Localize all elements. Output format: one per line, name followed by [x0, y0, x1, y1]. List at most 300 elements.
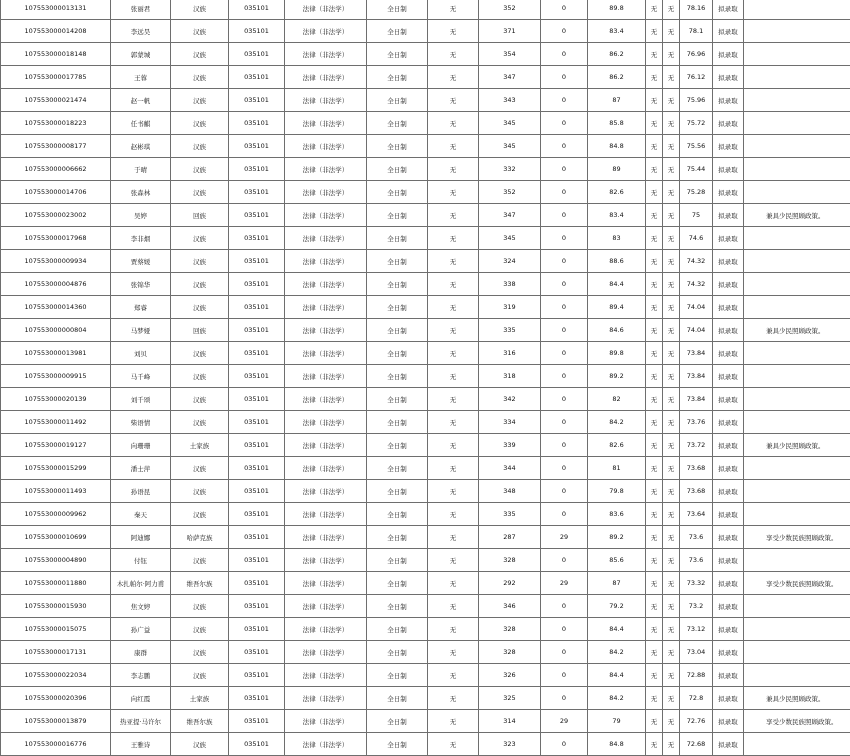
- cell-major-code: 035101: [229, 0, 285, 20]
- cell-exam-id: 107553000022034: [1, 664, 111, 687]
- cell-initial-score: 287: [479, 526, 541, 549]
- cell-bonus-points: 0: [541, 20, 588, 43]
- cell-admission-status: 拟录取: [713, 411, 744, 434]
- table-row: [1, 112, 850, 135]
- cell-initial-score: 344: [479, 457, 541, 480]
- cell-bonus-b: 无: [663, 135, 680, 158]
- cell-bonus-points: 0: [541, 595, 588, 618]
- cell-bonus-flag: 无: [428, 641, 479, 664]
- cell-remark: [744, 457, 850, 480]
- cell-bonus-flag: 无: [428, 595, 479, 618]
- table-row: [1, 388, 850, 411]
- cell-bonus-flag: 无: [428, 204, 479, 227]
- table-row: [1, 296, 850, 319]
- cell-retest-score: 84.4: [588, 664, 646, 687]
- cell-bonus-points: 0: [541, 733, 588, 756]
- cell-bonus-b: 无: [663, 43, 680, 66]
- cell-major-name: 法律（非法学）: [285, 204, 367, 227]
- cell-admission-status: 拟录取: [713, 664, 744, 687]
- cell-bonus-points: 0: [541, 135, 588, 158]
- cell-ethnicity: 汉族: [171, 342, 229, 365]
- cell-bonus-flag: 无: [428, 526, 479, 549]
- cell-study-mode: 全日制: [367, 89, 428, 112]
- cell-remark: [744, 135, 850, 158]
- cell-bonus-points: 0: [541, 273, 588, 296]
- cell-name: 于晴: [111, 158, 171, 181]
- cell-study-mode: 全日制: [367, 641, 428, 664]
- cell-exam-id: 107553000011493: [1, 480, 111, 503]
- table-row: [1, 365, 850, 388]
- cell-major-name: 法律（非法学）: [285, 664, 367, 687]
- cell-admission-status: 拟录取: [713, 595, 744, 618]
- cell-initial-score: 354: [479, 43, 541, 66]
- cell-initial-score: 352: [479, 0, 541, 20]
- cell-study-mode: 全日制: [367, 112, 428, 135]
- cell-bonus-a: 无: [646, 250, 663, 273]
- cell-study-mode: 全日制: [367, 43, 428, 66]
- cell-bonus-a: 无: [646, 66, 663, 89]
- cell-total-score: 78.1: [680, 20, 713, 43]
- cell-bonus-flag: 无: [428, 181, 479, 204]
- cell-remark: [744, 365, 850, 388]
- cell-ethnicity: 汉族: [171, 480, 229, 503]
- cell-ethnicity: 汉族: [171, 66, 229, 89]
- cell-initial-score: 345: [479, 135, 541, 158]
- cell-total-score: 74.32: [680, 273, 713, 296]
- cell-exam-id: 107553000009934: [1, 250, 111, 273]
- cell-bonus-a: 无: [646, 664, 663, 687]
- cell-exam-id: 107553000017131: [1, 641, 111, 664]
- cell-major-name: 法律（非法学）: [285, 365, 367, 388]
- table-row: [1, 227, 850, 250]
- cell-major-code: 035101: [229, 89, 285, 112]
- table-row: [1, 687, 850, 710]
- cell-name: 贾蔡媛: [111, 250, 171, 273]
- cell-initial-score: 352: [479, 181, 541, 204]
- cell-study-mode: 全日制: [367, 733, 428, 756]
- cell-bonus-flag: 无: [428, 273, 479, 296]
- cell-bonus-a: 无: [646, 434, 663, 457]
- cell-major-name: 法律（非法学）: [285, 112, 367, 135]
- cell-major-name: 法律（非法学）: [285, 388, 367, 411]
- cell-study-mode: 全日制: [367, 0, 428, 20]
- cell-exam-id: 107553000018223: [1, 112, 111, 135]
- cell-study-mode: 全日制: [367, 158, 428, 181]
- cell-admission-status: 拟录取: [713, 342, 744, 365]
- cell-major-code: 035101: [229, 710, 285, 733]
- cell-name: 孙语昆: [111, 480, 171, 503]
- cell-total-score: 76.96: [680, 43, 713, 66]
- cell-bonus-a: 无: [646, 480, 663, 503]
- cell-major-name: 法律（非法学）: [285, 181, 367, 204]
- cell-initial-score: 314: [479, 710, 541, 733]
- cell-initial-score: 345: [479, 112, 541, 135]
- cell-remark: 兼具少民照顾政策。: [744, 687, 850, 710]
- cell-initial-score: 335: [479, 503, 541, 526]
- cell-total-score: 72.8: [680, 687, 713, 710]
- cell-initial-score: 292: [479, 572, 541, 595]
- table-row: [1, 20, 850, 43]
- cell-study-mode: 全日制: [367, 20, 428, 43]
- cell-bonus-points: 0: [541, 296, 588, 319]
- table-body: [1, 0, 850, 756]
- cell-total-score: 74.04: [680, 296, 713, 319]
- cell-study-mode: 全日制: [367, 618, 428, 641]
- cell-major-name: 法律（非法学）: [285, 43, 367, 66]
- cell-major-name: 法律（非法学）: [285, 250, 367, 273]
- cell-study-mode: 全日制: [367, 411, 428, 434]
- cell-bonus-points: 0: [541, 480, 588, 503]
- cell-exam-id: 107553000011880: [1, 572, 111, 595]
- cell-bonus-b: 无: [663, 664, 680, 687]
- cell-ethnicity: 汉族: [171, 89, 229, 112]
- cell-admission-status: 拟录取: [713, 158, 744, 181]
- cell-exam-id: 107553000017968: [1, 227, 111, 250]
- cell-major-code: 035101: [229, 181, 285, 204]
- table-row: [1, 434, 850, 457]
- cell-total-score: 73.68: [680, 457, 713, 480]
- cell-admission-status: 拟录取: [713, 66, 744, 89]
- cell-major-name: 法律（非法学）: [285, 595, 367, 618]
- cell-exam-id: 107553000015075: [1, 618, 111, 641]
- cell-name: 李远昊: [111, 20, 171, 43]
- cell-total-score: 73.04: [680, 641, 713, 664]
- cell-initial-score: 335: [479, 319, 541, 342]
- cell-retest-score: 84.4: [588, 273, 646, 296]
- table-row: [1, 0, 850, 20]
- cell-admission-status: 拟录取: [713, 526, 744, 549]
- cell-total-score: 73.2: [680, 595, 713, 618]
- cell-study-mode: 全日制: [367, 296, 428, 319]
- cell-initial-score: 325: [479, 687, 541, 710]
- table-row: [1, 457, 850, 480]
- cell-retest-score: 87: [588, 572, 646, 595]
- cell-exam-id: 107553000013131: [1, 0, 111, 20]
- cell-retest-score: 84.4: [588, 618, 646, 641]
- cell-retest-score: 79.8: [588, 480, 646, 503]
- cell-study-mode: 全日制: [367, 365, 428, 388]
- cell-major-name: 法律（非法学）: [285, 503, 367, 526]
- cell-ethnicity: 汉族: [171, 733, 229, 756]
- cell-remark: [744, 250, 850, 273]
- table-row: [1, 618, 850, 641]
- cell-ethnicity: 维吾尔族: [171, 572, 229, 595]
- cell-exam-id: 107553000020396: [1, 687, 111, 710]
- cell-bonus-b: 无: [663, 733, 680, 756]
- cell-retest-score: 84.2: [588, 411, 646, 434]
- cell-remark: [744, 733, 850, 756]
- cell-retest-score: 87: [588, 89, 646, 112]
- cell-bonus-a: 无: [646, 227, 663, 250]
- cell-bonus-flag: 无: [428, 365, 479, 388]
- cell-major-name: 法律（非法学）: [285, 319, 367, 342]
- cell-major-name: 法律（非法学）: [285, 158, 367, 181]
- cell-name: 赵一帆: [111, 89, 171, 112]
- cell-admission-status: 拟录取: [713, 204, 744, 227]
- cell-bonus-b: 无: [663, 0, 680, 20]
- cell-total-score: 75.72: [680, 112, 713, 135]
- cell-study-mode: 全日制: [367, 388, 428, 411]
- cell-major-code: 035101: [229, 595, 285, 618]
- cell-bonus-a: 无: [646, 204, 663, 227]
- table-row: [1, 158, 850, 181]
- cell-bonus-flag: 无: [428, 158, 479, 181]
- cell-admission-status: 拟录取: [713, 89, 744, 112]
- table-row: [1, 526, 850, 549]
- cell-bonus-b: 无: [663, 595, 680, 618]
- cell-ethnicity: 汉族: [171, 273, 229, 296]
- cell-major-code: 035101: [229, 158, 285, 181]
- cell-total-score: 73.32: [680, 572, 713, 595]
- cell-study-mode: 全日制: [367, 204, 428, 227]
- cell-bonus-a: 无: [646, 710, 663, 733]
- cell-name: 孙广益: [111, 618, 171, 641]
- cell-exam-id: 107553000009962: [1, 503, 111, 526]
- cell-bonus-b: 无: [663, 503, 680, 526]
- cell-bonus-points: 0: [541, 227, 588, 250]
- cell-ethnicity: 汉族: [171, 457, 229, 480]
- cell-ethnicity: 维吾尔族: [171, 710, 229, 733]
- cell-bonus-b: 无: [663, 411, 680, 434]
- cell-retest-score: 89.4: [588, 296, 646, 319]
- cell-exam-id: 107553000014208: [1, 20, 111, 43]
- cell-bonus-points: 0: [541, 319, 588, 342]
- cell-bonus-points: 0: [541, 0, 588, 20]
- cell-bonus-b: 无: [663, 273, 680, 296]
- cell-admission-status: 拟录取: [713, 0, 744, 20]
- cell-admission-status: 拟录取: [713, 273, 744, 296]
- cell-admission-status: 拟录取: [713, 641, 744, 664]
- cell-bonus-flag: 无: [428, 20, 479, 43]
- cell-remark: [744, 89, 850, 112]
- cell-total-score: 73.76: [680, 411, 713, 434]
- cell-name: 王蓉: [111, 66, 171, 89]
- cell-bonus-a: 无: [646, 43, 663, 66]
- cell-bonus-b: 无: [663, 112, 680, 135]
- cell-major-code: 035101: [229, 618, 285, 641]
- cell-bonus-flag: 无: [428, 411, 479, 434]
- cell-retest-score: 82: [588, 388, 646, 411]
- cell-initial-score: 345: [479, 227, 541, 250]
- cell-total-score: 73.84: [680, 365, 713, 388]
- cell-bonus-a: 无: [646, 319, 663, 342]
- cell-ethnicity: 汉族: [171, 181, 229, 204]
- cell-remark: [744, 342, 850, 365]
- cell-ethnicity: 汉族: [171, 549, 229, 572]
- cell-remark: 享受少数民族照顾政策。: [744, 572, 850, 595]
- cell-bonus-points: 0: [541, 388, 588, 411]
- cell-retest-score: 83.4: [588, 20, 646, 43]
- cell-exam-id: 107553000019127: [1, 434, 111, 457]
- cell-major-code: 035101: [229, 434, 285, 457]
- cell-admission-status: 拟录取: [713, 687, 744, 710]
- cell-exam-id: 107553000004876: [1, 273, 111, 296]
- cell-admission-status: 拟录取: [713, 43, 744, 66]
- cell-admission-status: 拟录取: [713, 250, 744, 273]
- table-row: [1, 319, 850, 342]
- cell-major-code: 035101: [229, 733, 285, 756]
- cell-major-name: 法律（非法学）: [285, 641, 367, 664]
- cell-bonus-flag: 无: [428, 457, 479, 480]
- cell-bonus-points: 0: [541, 43, 588, 66]
- cell-total-score: 73.6: [680, 549, 713, 572]
- cell-bonus-a: 无: [646, 273, 663, 296]
- cell-admission-status: 拟录取: [713, 733, 744, 756]
- cell-bonus-points: 0: [541, 365, 588, 388]
- cell-bonus-b: 无: [663, 181, 680, 204]
- cell-ethnicity: 汉族: [171, 411, 229, 434]
- cell-ethnicity: 汉族: [171, 296, 229, 319]
- cell-remark: [744, 112, 850, 135]
- cell-exam-id: 107553000006662: [1, 158, 111, 181]
- cell-name: 付钰: [111, 549, 171, 572]
- cell-bonus-flag: 无: [428, 227, 479, 250]
- cell-name: 马千峰: [111, 365, 171, 388]
- cell-major-code: 035101: [229, 112, 285, 135]
- cell-bonus-points: 0: [541, 181, 588, 204]
- table-row: [1, 342, 850, 365]
- cell-exam-id: 107553000016776: [1, 733, 111, 756]
- cell-major-code: 035101: [229, 135, 285, 158]
- cell-study-mode: 全日制: [367, 273, 428, 296]
- cell-retest-score: 89.8: [588, 0, 646, 20]
- cell-initial-score: 318: [479, 365, 541, 388]
- cell-bonus-flag: 无: [428, 687, 479, 710]
- cell-total-score: 73.72: [680, 434, 713, 457]
- cell-remark: 兼具少民照顾政策。: [744, 319, 850, 342]
- cell-major-code: 035101: [229, 641, 285, 664]
- table-row: [1, 273, 850, 296]
- cell-bonus-a: 无: [646, 342, 663, 365]
- cell-total-score: 72.68: [680, 733, 713, 756]
- cell-ethnicity: 汉族: [171, 641, 229, 664]
- cell-major-name: 法律（非法学）: [285, 89, 367, 112]
- cell-bonus-a: 无: [646, 503, 663, 526]
- cell-total-score: 72.88: [680, 664, 713, 687]
- table-row: [1, 710, 850, 733]
- cell-bonus-b: 无: [663, 457, 680, 480]
- cell-total-score: 75.44: [680, 158, 713, 181]
- cell-major-name: 法律（非法学）: [285, 572, 367, 595]
- cell-admission-status: 拟录取: [713, 181, 744, 204]
- cell-initial-score: 328: [479, 549, 541, 572]
- cell-bonus-b: 无: [663, 687, 680, 710]
- cell-exam-id: 107553000015299: [1, 457, 111, 480]
- table-row: [1, 480, 850, 503]
- cell-bonus-a: 无: [646, 388, 663, 411]
- cell-bonus-flag: 无: [428, 434, 479, 457]
- cell-total-score: 72.76: [680, 710, 713, 733]
- table-row: [1, 89, 850, 112]
- cell-study-mode: 全日制: [367, 480, 428, 503]
- cell-bonus-points: 0: [541, 112, 588, 135]
- cell-name: 潘士萍: [111, 457, 171, 480]
- cell-bonus-a: 无: [646, 365, 663, 388]
- cell-major-code: 035101: [229, 250, 285, 273]
- cell-admission-status: 拟录取: [713, 135, 744, 158]
- cell-total-score: 73.84: [680, 388, 713, 411]
- cell-study-mode: 全日制: [367, 664, 428, 687]
- cell-retest-score: 83: [588, 227, 646, 250]
- cell-bonus-a: 无: [646, 572, 663, 595]
- cell-major-name: 法律（非法学）: [285, 434, 367, 457]
- cell-remark: [744, 66, 850, 89]
- table-row: [1, 411, 850, 434]
- cell-major-name: 法律（非法学）: [285, 549, 367, 572]
- cell-major-code: 035101: [229, 388, 285, 411]
- cell-ethnicity: 回族: [171, 319, 229, 342]
- cell-remark: [744, 503, 850, 526]
- cell-ethnicity: 汉族: [171, 595, 229, 618]
- cell-initial-score: 371: [479, 20, 541, 43]
- cell-study-mode: 全日制: [367, 227, 428, 250]
- cell-remark: [744, 0, 850, 20]
- table-row: [1, 181, 850, 204]
- cell-major-code: 035101: [229, 204, 285, 227]
- cell-bonus-flag: 无: [428, 342, 479, 365]
- cell-ethnicity: 土家族: [171, 687, 229, 710]
- cell-bonus-flag: 无: [428, 43, 479, 66]
- cell-major-name: 法律（非法学）: [285, 20, 367, 43]
- cell-bonus-b: 无: [663, 66, 680, 89]
- cell-study-mode: 全日制: [367, 549, 428, 572]
- cell-bonus-b: 无: [663, 89, 680, 112]
- cell-total-score: 74.6: [680, 227, 713, 250]
- cell-bonus-flag: 无: [428, 112, 479, 135]
- cell-major-name: 法律（非法学）: [285, 273, 367, 296]
- cell-remark: 兼具少民照顾政策。: [744, 204, 850, 227]
- cell-admission-status: 拟录取: [713, 572, 744, 595]
- cell-remark: [744, 641, 850, 664]
- cell-bonus-b: 无: [663, 227, 680, 250]
- cell-remark: [744, 549, 850, 572]
- cell-bonus-points: 0: [541, 664, 588, 687]
- cell-ethnicity: 汉族: [171, 43, 229, 66]
- cell-bonus-a: 无: [646, 411, 663, 434]
- cell-major-name: 法律（非法学）: [285, 526, 367, 549]
- cell-bonus-b: 无: [663, 342, 680, 365]
- cell-admission-status: 拟录取: [713, 480, 744, 503]
- cell-study-mode: 全日制: [367, 319, 428, 342]
- cell-remark: [744, 618, 850, 641]
- cell-bonus-flag: 无: [428, 319, 479, 342]
- table-row: [1, 66, 850, 89]
- cell-bonus-b: 无: [663, 549, 680, 572]
- cell-ethnicity: 汉族: [171, 664, 229, 687]
- cell-remark: 兼具少民照顾政策。: [744, 434, 850, 457]
- cell-bonus-flag: 无: [428, 135, 479, 158]
- cell-study-mode: 全日制: [367, 342, 428, 365]
- cell-retest-score: 81: [588, 457, 646, 480]
- cell-study-mode: 全日制: [367, 181, 428, 204]
- cell-initial-score: 343: [479, 89, 541, 112]
- cell-ethnicity: 汉族: [171, 365, 229, 388]
- cell-exam-id: 107553000014360: [1, 296, 111, 319]
- cell-name: 任书麒: [111, 112, 171, 135]
- cell-major-code: 035101: [229, 526, 285, 549]
- cell-bonus-flag: 无: [428, 480, 479, 503]
- table-row: [1, 43, 850, 66]
- cell-ethnicity: 回族: [171, 204, 229, 227]
- cell-exam-id: 107553000023002: [1, 204, 111, 227]
- cell-name: 热亚提·马许尔: [111, 710, 171, 733]
- cell-bonus-flag: 无: [428, 733, 479, 756]
- cell-admission-status: 拟录取: [713, 710, 744, 733]
- cell-initial-score: 326: [479, 664, 541, 687]
- cell-retest-score: 85.6: [588, 549, 646, 572]
- cell-study-mode: 全日制: [367, 710, 428, 733]
- cell-remark: [744, 181, 850, 204]
